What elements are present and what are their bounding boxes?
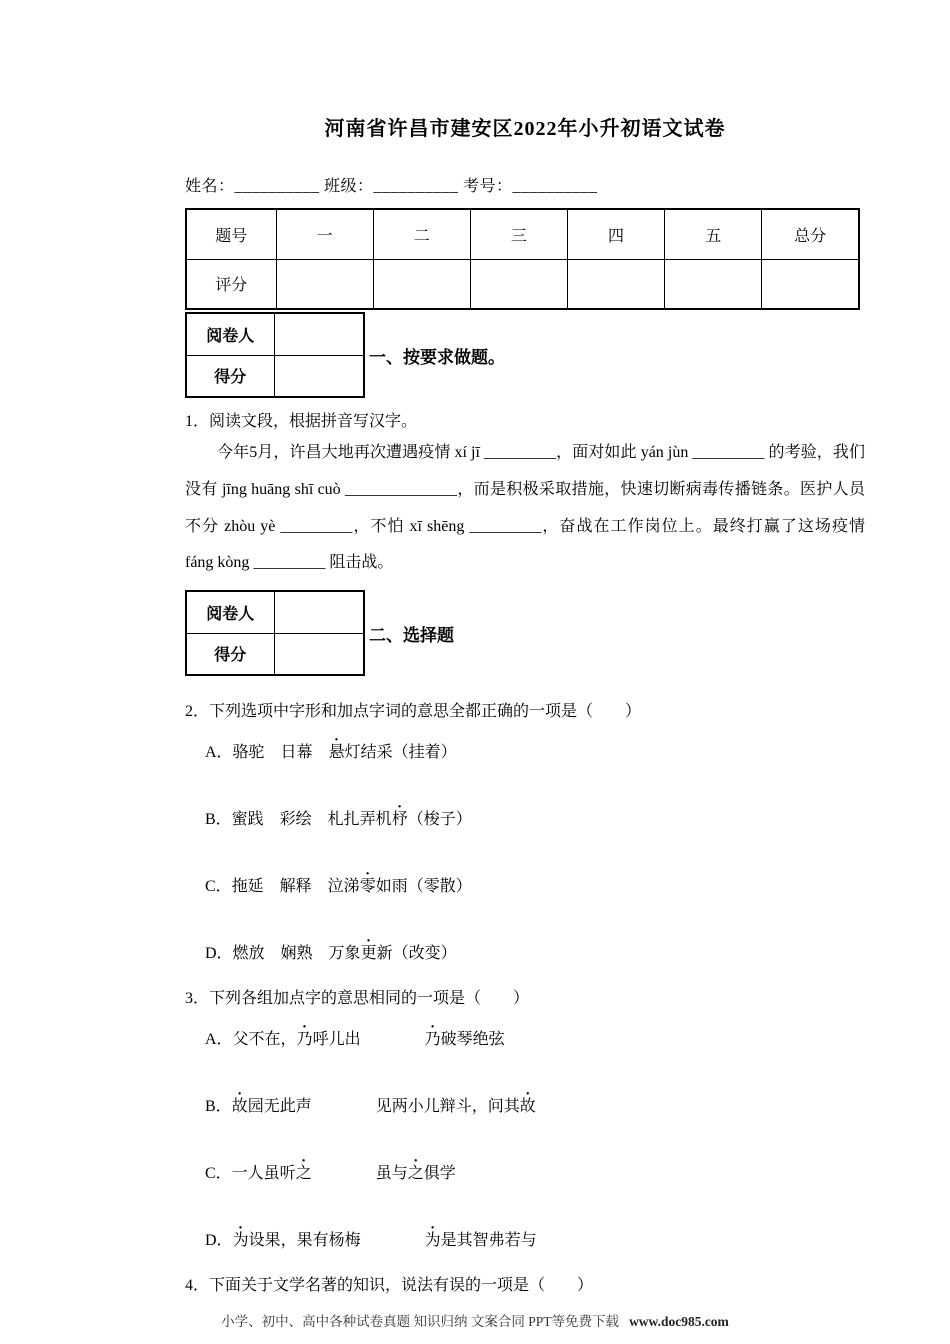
option-text-segment: 园无此声 见两小儿辩斗，问其 <box>247 1098 520 1116</box>
option-text-segment: A．骆驼 日幕 <box>205 744 329 762</box>
option-c <box>205 1160 865 1183</box>
score-empty-cell <box>274 355 364 397</box>
section-2-heading: 二、选择题 <box>369 625 454 645</box>
reviewer-label: 阅卷人 <box>186 591 274 633</box>
section-1-header <box>185 312 865 398</box>
score-table-cell: 三 <box>470 209 567 259</box>
question-2: 2．下列选项中字形和加点字词的意思全都正确的一项是（ ） <box>185 703 642 721</box>
option-text-segment: C．拖延 解释 泣涕 <box>205 878 360 896</box>
dotted-character: 之 <box>407 1165 424 1183</box>
score-label: 得分 <box>186 633 274 675</box>
question-4-block <box>185 1272 865 1295</box>
section-1-heading: 一、按要求做题。 <box>369 347 505 367</box>
footer-text: 小学、初中、高中各种试卷真题 知识归纳 文案合同 PPT等免费下载 <box>221 1314 620 1329</box>
score-empty-cell <box>274 633 364 675</box>
dotted-character: 故 <box>519 1098 536 1116</box>
score-table-header-row <box>186 209 859 259</box>
score-table-cell: 五 <box>665 209 762 259</box>
score-summary-table <box>185 208 860 310</box>
dotted-character: 为 <box>232 1232 249 1250</box>
score-empty-cell <box>373 259 470 309</box>
option-c <box>205 873 865 896</box>
question-1: 1．阅读文段，根据拼音写汉字。 <box>185 413 418 430</box>
grader-score-box-1 <box>185 312 365 398</box>
option-text-segment: 如雨（零散） <box>375 878 472 896</box>
score-row-label: 评分 <box>186 259 276 309</box>
option-text-segment: C．一人虽听 <box>205 1165 296 1183</box>
option-b <box>205 806 865 829</box>
option-b <box>205 1093 865 1116</box>
dotted-character: 为 <box>424 1232 441 1250</box>
dotted-character: 杼 <box>391 811 408 829</box>
score-empty-cell <box>276 259 373 309</box>
score-table-cell: 一 <box>276 209 373 259</box>
question-4: 4．下面关于文学名著的知识，说法有误的一项是（ ） <box>185 1277 594 1295</box>
score-table-cell: 二 <box>373 209 470 259</box>
option-text-segment: D．燃放 娴熟 万象 <box>205 945 361 963</box>
reviewer-empty-cell <box>274 591 364 633</box>
score-empty-cell <box>567 259 664 309</box>
option-text-segment: 虽与 <box>311 1165 408 1183</box>
option-text-segment: 是其智弗若与 <box>440 1232 537 1250</box>
dotted-character: 零 <box>359 878 376 896</box>
score-empty-cell <box>470 259 567 309</box>
question-3-options <box>185 1026 865 1250</box>
option-a <box>205 1026 865 1049</box>
option-text-segment: 呼儿出 <box>312 1031 425 1049</box>
score-empty-cell <box>665 259 762 309</box>
reviewer-label: 阅卷人 <box>186 313 274 355</box>
question-3: 3．下列各组加点字的意思相同的一项是（ ） <box>185 990 530 1008</box>
question-2-options <box>185 739 865 963</box>
student-info-line: 姓名：__________ 班级：__________ 考号：__________ <box>185 178 598 195</box>
reviewer-empty-cell <box>274 313 364 355</box>
footer-site-url: www.doc985.com <box>629 1314 729 1329</box>
score-table-cell: 总分 <box>762 209 859 259</box>
question-2-block <box>185 698 865 963</box>
grader-score-box-2 <box>185 590 365 676</box>
score-table-cell-label: 题号 <box>186 209 276 259</box>
option-a <box>205 739 865 762</box>
option-text-segment: 新（改变） <box>376 945 457 963</box>
option-text-segment: 灯结采（挂着） <box>344 744 457 762</box>
option-text-segment: 破琴绝弦 <box>440 1031 505 1049</box>
section-2-header <box>185 590 865 676</box>
question-3-block <box>185 985 865 1250</box>
option-text-segment: B．蜜践 彩绘 札扎弄机 <box>205 811 392 829</box>
option-text-segment: 设果，果有杨梅 <box>248 1232 425 1250</box>
score-table-score-row <box>186 259 859 309</box>
page-footer <box>0 1310 950 1330</box>
dotted-character: 故 <box>231 1098 248 1116</box>
dotted-character: 乃 <box>424 1031 441 1049</box>
score-table-cell: 四 <box>567 209 664 259</box>
page-title: 河南省许昌市建安区2022年小升初语文试卷 <box>324 118 726 140</box>
score-empty-cell <box>762 259 859 309</box>
option-text-segment: （梭子） <box>407 811 472 829</box>
option-text-segment: D． <box>205 1232 233 1250</box>
dotted-character: 悬 <box>328 744 345 762</box>
option-text-segment: A．父不在， <box>205 1031 297 1049</box>
dotted-character: 之 <box>295 1165 312 1183</box>
option-d <box>205 1227 865 1250</box>
score-label: 得分 <box>186 355 274 397</box>
option-text-segment: B． <box>205 1098 232 1116</box>
option-text-segment: 俱学 <box>423 1165 456 1183</box>
option-d <box>205 940 865 963</box>
dotted-character: 更 <box>360 945 377 963</box>
dotted-character: 乃 <box>296 1031 313 1049</box>
question-1-passage: 今年5月，许昌大地再次遭遇疫情 xí jī _________，面对如此 yán jùn _________ 的考验，我们没有 jīng huāng shī cuò ______________，而是积极采取措施，快速切断病毒传播链条。医护人员不分 zhòu yè _________，不怕 xī shēng _________，奋战在工作岗位上。最终打赢了这场疫情 fáng kòng _________ 阻击战。 <box>185 444 865 572</box>
